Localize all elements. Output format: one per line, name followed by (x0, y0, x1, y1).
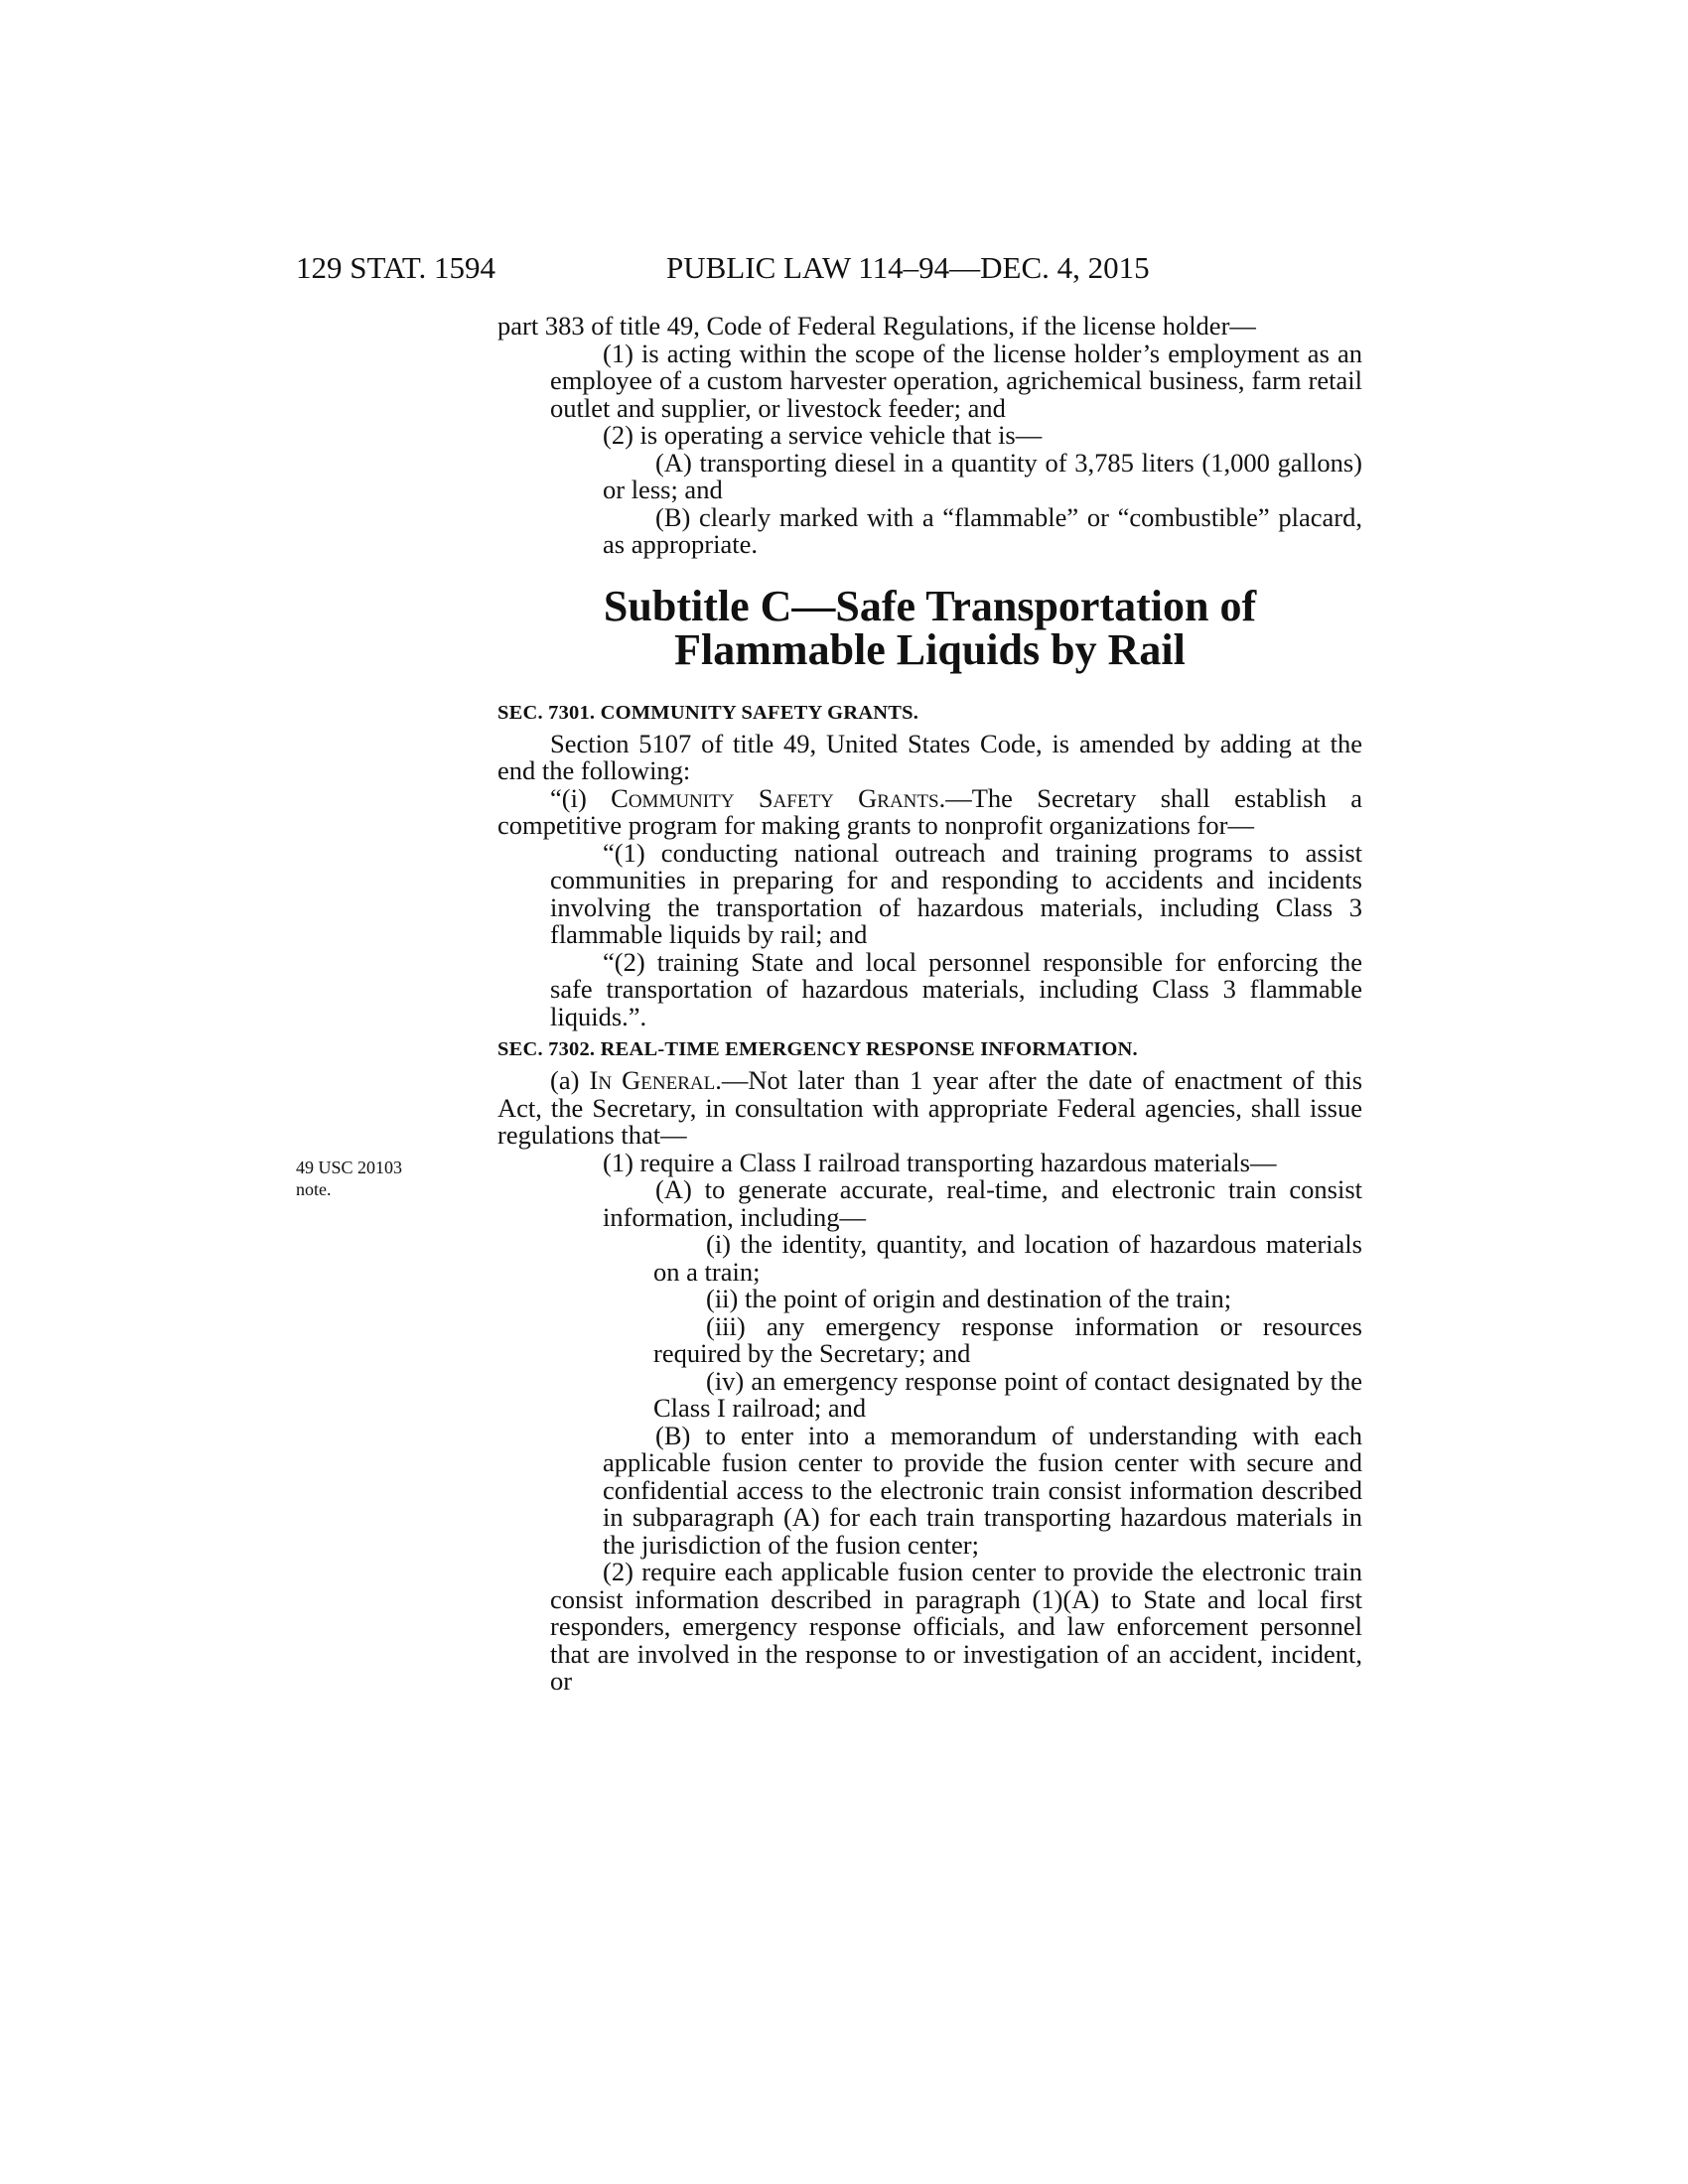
subsection-i-heading: Community Safety Grants (611, 782, 939, 813)
law-and-date: PUBLIC LAW 114–94—DEC. 4, 2015 (666, 250, 1150, 285)
regulation-paragraph-2: (2) require each applicable fusion center to provide the electronic train consist information described in paragraph (1)(A) to State and local first responders, emergency response officials, and law enforcement personnel that are involved in the response to or investigation of an accident, incident, or (550, 1557, 1362, 1696)
paragraph-1: (1) is acting within the scope of the license holder’s employment as an employee of a custom harvester operation, agrichemical business, farm retail outlet and supplier, or livestock feeder; and (550, 338, 1362, 423)
subtitle-line-2: Flammable Liquids by Rail (674, 624, 1186, 674)
subsection-a (497, 1067, 1362, 1150)
section-7301-heading: SEC. 7301. COMMUNITY SAFETY GRANTS. (497, 701, 919, 724)
body-text (497, 313, 1362, 1696)
continued-paragraph: part 383 of title 49, Code of Federal Regulations, if the license holder— (497, 311, 1256, 341)
section-7301-lead: Section 5107 of title 49, United States Code, is amended by adding at the end the following: (497, 728, 1362, 785)
grant-paragraph-2: “(2) training State and local personnel responsible for enforcing the safe transportation of hazardous materials, including Class 3 flammable liquids.”. (550, 946, 1362, 1031)
margin-note-label: note. (296, 1179, 332, 1199)
regulation-paragraph-1: (1) require a Class I railroad transporting hazardous materials— (603, 1147, 1277, 1177)
subsection-i-text: .—The Secretary shall establish a competitive program for making grants to nonprofit organizations for— (497, 782, 1362, 840)
section-7302-heading: SEC. 7302. REAL-TIME EMERGENCY RESPONSE INFORMATION. (497, 1038, 1138, 1060)
clause-iv: (iv) an emergency response point of contact designated by the Class I railroad; and (653, 1365, 1362, 1423)
grant-paragraph-1: “(1) conducting national outreach and training programs to assist communities in preparing for and responding to accidents and incidents involving the transportation of hazardous materials, including Class 3 flammable liquids by rail; and (550, 837, 1362, 949)
subsection-a-heading: In General (589, 1065, 716, 1095)
subsection-i (497, 782, 1362, 840)
subtitle-heading (497, 581, 1362, 674)
subtitle-line-1: Subtitle C—Safe Transportation of (603, 581, 1257, 630)
stat-page-number: 129 STAT. 1594 (296, 250, 496, 285)
clause-iii: (iii) any emergency response information or resources required by the Secretary; and (653, 1310, 1362, 1368)
running-header (296, 248, 1213, 288)
subsection-a-text: .—Not later than 1 year after the date of enactment of this Act, the Secretary, in consultation with appropriate Federal agencies, shall issue regulations that— (497, 1065, 1363, 1150)
margin-note-citation: 49 USC 20103 (296, 1158, 403, 1177)
subparagraph-2A: (A) transporting diesel in a quantity of 3,785 liters (1,000 gallons) or less; and (603, 447, 1362, 504)
regulation-subparagraph-1A: (A) to generate accurate, real-time, and electronic train consist information, including— (603, 1174, 1362, 1232)
margin-note (296, 1157, 402, 1200)
clause-i: (i) the identity, quantity, and location of hazardous materials on a train; (653, 1229, 1362, 1287)
clause-ii: (ii) the point of origin and destination of the train; (706, 1284, 1232, 1313)
subsection-i-prefix: “(i) (550, 782, 612, 813)
paragraph-2: (2) is operating a service vehicle that is— (603, 420, 1043, 450)
regulation-subparagraph-1B: (B) to enter into a memorandum of understanding with each applicable fusion center to provide the fusion center with secure and confidential access to the electronic train consist information described in subparagraph (A) for each train transporting hazardous materials in the jurisdiction of the fusion center; (603, 1420, 1362, 1560)
subsection-a-prefix: (a) (550, 1065, 590, 1095)
subparagraph-2B: (B) clearly marked with a “flammable” or “combustible” placard, as appropriate. (603, 501, 1362, 559)
